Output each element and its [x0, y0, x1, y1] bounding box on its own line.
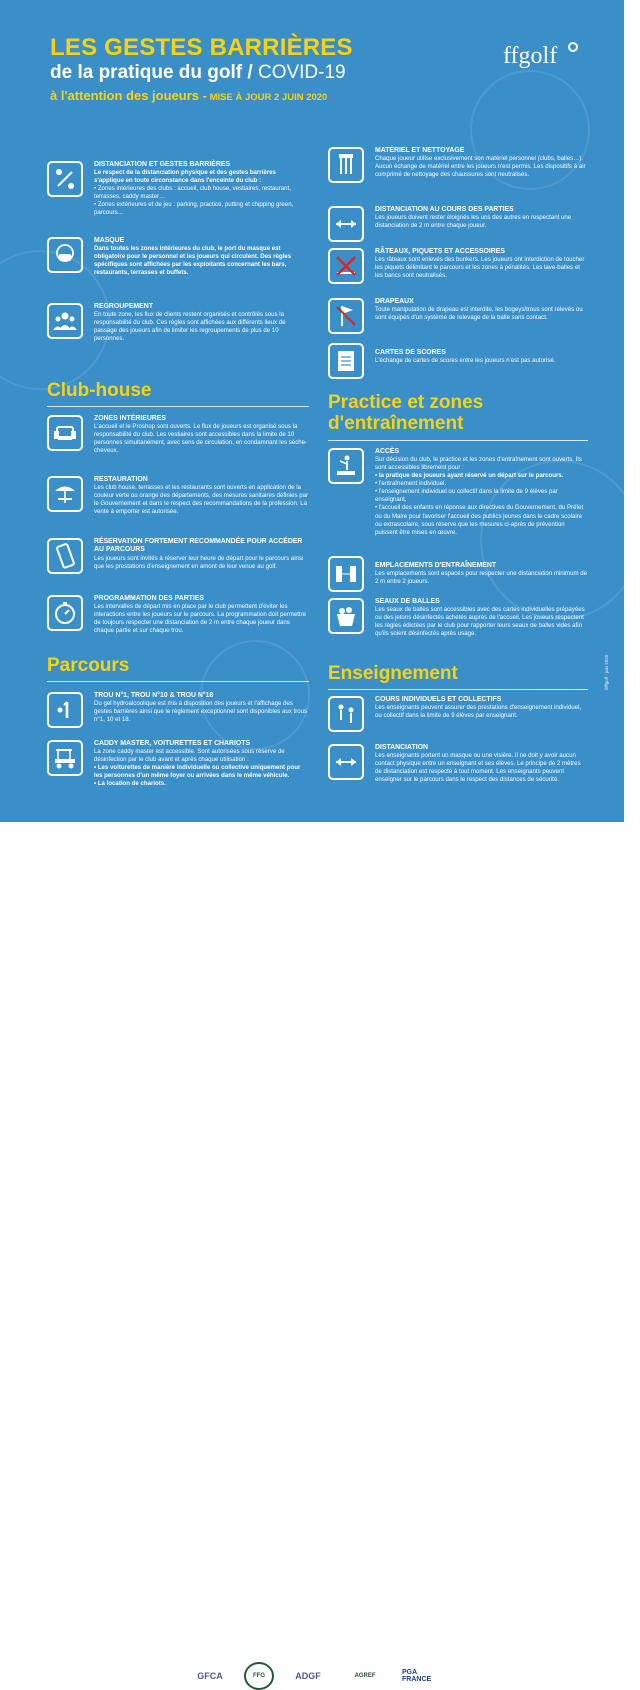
section-rule	[47, 406, 309, 407]
info-item-materiel: MATÉRIEL ET NETTOYAGE Chaque joueur utilise exclusivement son matériel personnel (clubs, balles…). Aucun échange de matériel entre les joueurs n'est permis. Les dispositifs à air comprimé de nettoyage des chaussures sont neutralisés.	[328, 147, 588, 183]
mask-icon	[47, 237, 83, 273]
flag-icon	[328, 298, 364, 334]
practice-icon	[328, 448, 364, 484]
info-item-emplacements: EMPLACEMENTS D'ENTRAÎNEMENT Les emplacements sont espacés pour respecter une distanciation minimum de 2 m entre 2 joueurs.	[328, 556, 588, 592]
gel-dot-icon	[47, 692, 83, 728]
phone-icon	[47, 538, 83, 574]
ffgolf-logo: ffgolf	[503, 43, 558, 69]
info-item-acces: ACCÈS Sur décision du club, le practice et les zones d'entraînement sont ouverts. Ils sont accessibles librement pour : • la pratique des joueurs ayant réservé un départ sur le parcours. • l'entraînement individuel. • l'enseignement individuel ou collectif dans la limite de 9 élèves par enseignant, • l'accueil des enfants en réponse aux directives du Gouvernement, du Préfet ou du Maire pour favoriser l'accueil des publics jeunes dans le cadre scolaire ou extrascolaire, sous réserve que les mesures ci-après de prévention puissent être mises en œuvre.	[328, 448, 588, 537]
info-item-distanciation: DISTANCIATION ET GESTES BARRIÈRES Le respect de la distanciation physique et des gestes barrières s'applique en toute circonstance dans l'enceinte du club : • Zones intérieures des clubs : accueil, club house, vestiaires, restaurant, terrasses, caddy master… • Zones extérieures et de jeu : parking, practice, putting et chipping green, parcours…	[47, 161, 307, 217]
info-item-restauration: RESTAURATION Les club house, terrasses et les restaurants sont ouverts en application de la couleur verte ou orange des départements, des mesures sanitaires définies par le Gouvernement et dans le respect des recommandations de la profession. La vente à emporter est autorisée.	[47, 476, 309, 516]
info-item-reservation: RÉSERVATION FORTEMENT RECOMMANDÉE POUR ACCÉDER AU PARCOURS Les joueurs sont invités à réserver leur heure de départ pour le parcours ainsi que les prestations d'enseignement en amont de leur venue au golf.	[47, 538, 309, 574]
partner-footer	[0, 822, 624, 1683]
distance-arrows-icon	[328, 744, 364, 780]
section-heading-clubhouse: Club-house	[47, 380, 152, 401]
equipment-icon	[328, 147, 364, 183]
partner-logo-ffg: FFG	[244, 1662, 274, 1690]
coach-icon	[328, 696, 364, 732]
section-rule	[328, 440, 588, 441]
golf-cart-icon	[47, 740, 83, 776]
partner-logo-gfca: GFCA	[197, 1671, 223, 1681]
partner-logo-adgf: ADGF	[295, 1671, 321, 1681]
ball-bucket-icon	[328, 598, 364, 634]
stopwatch-icon	[47, 595, 83, 631]
partner-logo-agref: AGREF	[354, 1673, 376, 1679]
poster-title: LES GESTES BARRIÈRES	[50, 34, 353, 61]
info-item-masque: MASQUE Dans toutes les zones intérieures du club, le port du masque est obligatoire pour le personnel et les joueurs qui circulent. Des règles spécifiques sont affichées par les exploitants concernant les bars, restaurants, terrasses et buffets.	[47, 237, 307, 277]
info-item-trous: TROU N°1, TROU N°10 & TROU N°18 Du gel hydroalcoolique est mis à disposition des joueurs et l'affichage des gestes barrières ainsi que le règlement exceptionnel sont disponibles aux trous n°1, 10 et 18.	[47, 692, 309, 728]
info-item-distanciation-enseignement: DISTANCIATION Les enseignants portent un masque ou une visière. Il ne doit y avoir aucun contact physique entre un enseignant et ses élèves. Le principe de 2 mètres de distanciation est respecté à tout moment. Les enseignants peuvent enseigner sur le parcours dans le respect des distances de sécurité.	[328, 744, 588, 784]
group-icon	[47, 303, 83, 339]
distancing-icon	[47, 161, 83, 197]
section-heading-parcours: Parcours	[47, 655, 130, 676]
info-item-cours: COURS INDIVIDUELS ET COLLECTIFS Les enseignants peuvent assurer des prestations d'enseignement individuel, ou collectif dans la limite de 9 élèves par enseignant.	[328, 696, 588, 732]
section-rule	[328, 689, 588, 690]
section-rule	[47, 681, 309, 682]
info-item-zones-interieures: ZONES INTÉRIEURES L'accueil et le Proshop sont ouverts. Le flux de joueurs est organisé sous la responsabilité du club. Les vestiaires sont accessibles dans la limite de 10 personnes simultanément, avec sens de circulation, en condamnant les sèche-cheveux.	[47, 415, 309, 455]
info-item-regroupement: REGROUPEMENT En toute zone, les flux de clients restent organisés et contrôlés sous la responsabilité du club. Ces règles sont affichées aux différents lieux de passage des joueurs afin de limiter les regroupements de plus de 10 personnes.	[47, 303, 307, 343]
restaurant-icon	[47, 476, 83, 512]
section-heading-practice: Practice et zones d'entraînement	[328, 392, 484, 434]
distance-arrows-icon	[328, 206, 364, 242]
info-item-distance-parties: DISTANCIATION AU COURS DES PARTIES Les joueurs doivent rester éloignés les uns des autres en respectant une distanciation de 2 m entre chaque joueur.	[328, 206, 588, 242]
ffgolf-logo-mark-icon	[568, 42, 578, 52]
info-item-programmation: PROGRAMMATION DES PARTIES Les intervalles de départ mis en place par le club permettent d'éviter les interactions entre les joueurs sur le parcours. La programmation doit permettre de toujours respecter une distanciation de 2 m entre chaque joueur dans chaque partie et sur chaque trou.	[47, 595, 309, 635]
info-item-drapeaux: DRAPEAUX Toute manipulation de drapeau est interdite, les bogeys/trous sont relevés ou sont équipés d'un système de relevage de la balle sans contact.	[328, 298, 588, 334]
section-heading-enseignement: Enseignement	[328, 663, 458, 684]
info-item-cartes: CARTES DE SCORES L'échange de cartes de scores entre les joueurs n'est pas autorisé.	[328, 343, 588, 379]
copyright-note: ©ffgolf - juin 2020	[604, 654, 609, 690]
info-item-rateaux: RÂTEAUX, PIQUETS ET ACCESSOIRES Les râteaux sont enlevés des bunkers. Les joueurs ont interdiction de toucher les piquets délimitant le parcours et les zones à pénalités. Les lave-balles et les bancs sont neutralisés.	[328, 248, 588, 284]
poster	[0, 0, 624, 822]
info-item-caddy: CADDY MASTER, VOITURETTES ET CHARIOTS La zone caddy master est accessible. Sont autorisées sous réserve de désinfection par le club avant et après chaque utilisation : • Les voiturettes de manière individuelle ou collective uniquement pour les personnes d'un même foyer ou arrivées dans le même véhicule. • La location de chariots.	[47, 740, 309, 788]
poster-subtitle: de la pratique du golf / COVID-19	[50, 62, 346, 83]
partner-logo-pga: PGA FRANCE	[402, 1669, 432, 1683]
poster-audience: à l'attention des joueurs - MISE À JOUR 2 JUIN 2020	[50, 88, 328, 103]
rake-icon	[328, 248, 364, 284]
driving-range-icon	[328, 556, 364, 592]
armchair-icon	[47, 415, 83, 451]
info-item-seaux: SEAUX DE BALLES Les seaux de balles sont accessibles avec des cartes individuelles prépayées ou des jetons désinfectés achetés auprès de l'accueil. Les joueurs respectent les règles édictées par le club pour rapporter leurs seaux de balles vides afin qu'ils soient désinfectés après usage.	[328, 598, 588, 638]
scorecard-icon	[328, 343, 364, 379]
